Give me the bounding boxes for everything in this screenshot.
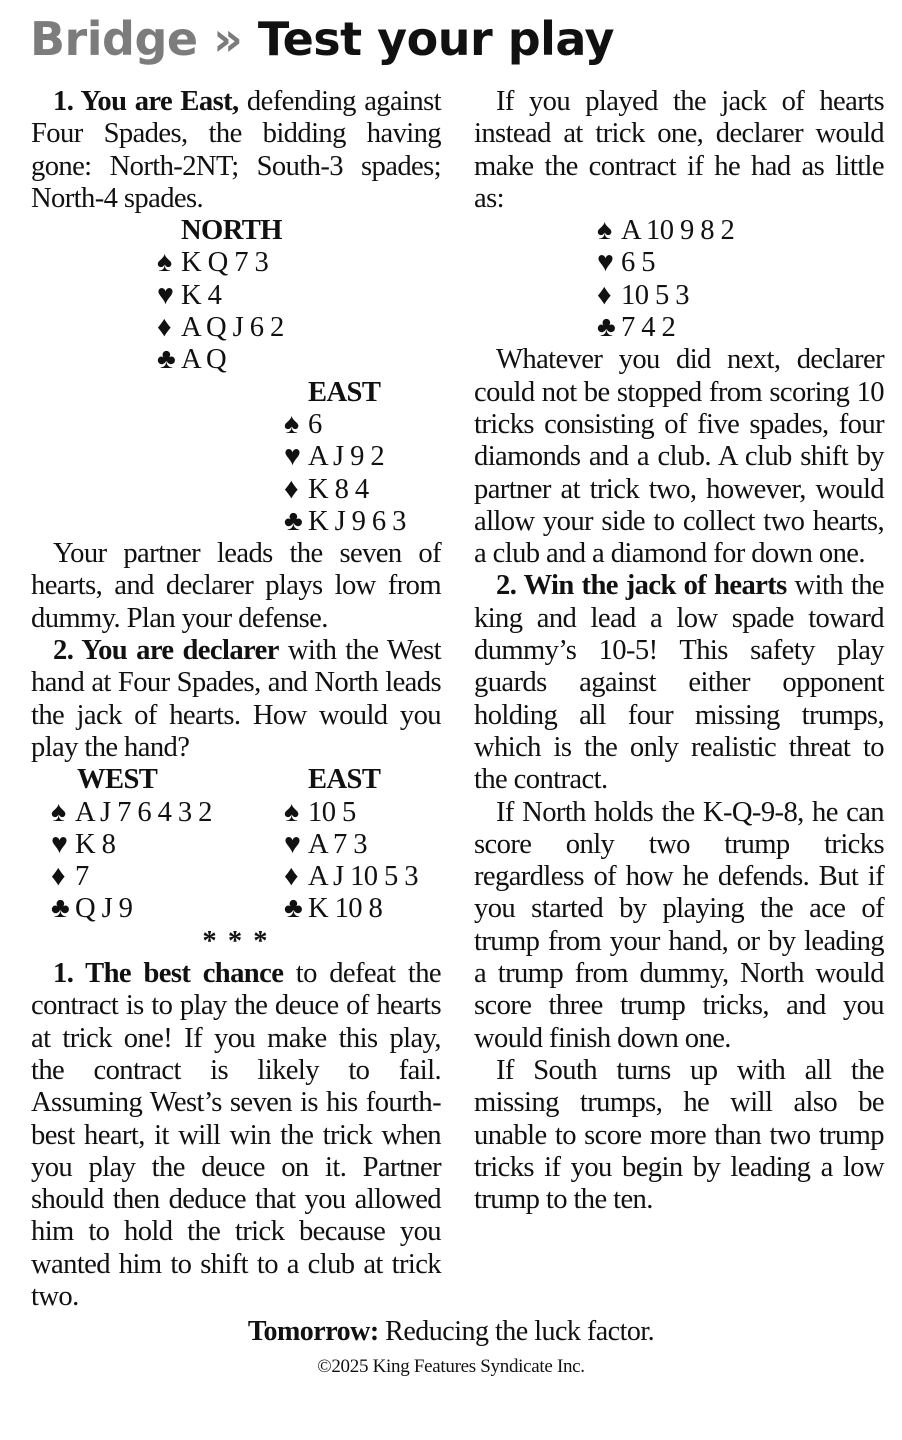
solution1-text: to defeat the contract is to play the deuce of hearts at trick one! If you make this play, the contract is likely to fail. Assuming West’s seven is his fourth-best heart, it will win the trick when you play the deuce on it. Partner should then deduce that you allowed him to hold the trick because you wanted him to shift to a club at trick two. (31, 958, 441, 1312)
section-kicker: Bridge » (30, 12, 243, 66)
west-hearts: ♥ K 8 (51, 828, 116, 860)
problem1-lead: 1. You are East, (53, 86, 239, 117)
solution2-para2: If North holds the K-Q-9-8, he can score only two trump tricks regardless of how he defends. But if you started by playing the ace of trump from your hand, or by leading a trump from dummy, North would score three trump tricks, and you would finish down one. (474, 796, 884, 1054)
west-diamonds: ♦ 7 (51, 861, 89, 893)
diamond-icon: ♦ (157, 312, 171, 344)
solution1-para2: If you played the jack of hearts instead at trick one, declarer would make the contract if he had as little as: (474, 86, 884, 214)
heart-icon: ♥ (597, 247, 614, 279)
club-icon: ♣ (597, 312, 616, 344)
tomorrow-teaser (0, 1316, 902, 1348)
headline (30, 14, 614, 65)
copyright: ©2025 King Features Syndicate Inc. (317, 1356, 585, 1377)
solution2-lead: 2. Win the jack of hearts (496, 570, 787, 602)
spade-icon: ♠ (284, 796, 299, 828)
right-column (474, 86, 884, 1216)
example-diamonds: ♦ 10 5 3 (597, 279, 689, 311)
dummy-east-clubs: ♣ K 10 8 (284, 893, 383, 925)
diamond-icon: ♦ (597, 279, 611, 311)
dummy-east-diamonds: ♦ A J 10 5 3 (284, 861, 418, 893)
spade-icon: ♠ (597, 215, 612, 247)
heart-icon: ♥ (157, 279, 174, 311)
problem2-lead: 2. You are declarer (53, 635, 279, 667)
solution2-intro (474, 570, 884, 796)
dummy-east-hand (284, 764, 418, 925)
problem2-hands (31, 764, 441, 925)
problem2-intro (31, 635, 441, 764)
east-diamonds: ♦ K 8 4 (284, 473, 369, 505)
east-spades: ♠ 6 (284, 408, 322, 440)
solution2-para3: If South turns up with all the missing trumps, he will also be unable to score more than two trump tricks if you begin by leading a low trump to the ten. (474, 1054, 884, 1216)
club-icon: ♣ (157, 344, 176, 376)
north-hearts: ♥ K 4 (157, 279, 222, 311)
example-spades: ♠ A 10 9 8 2 (597, 215, 735, 247)
west-clubs: ♣ Q J 9 (51, 893, 133, 925)
north-hand (31, 215, 441, 376)
tomorrow-label: Tomorrow: (247, 1316, 379, 1347)
section-separator: * * * (202, 925, 270, 957)
spade-icon: ♠ (51, 796, 66, 828)
solution1-lead: 1. The best chance (53, 958, 284, 990)
east-label: EAST (308, 376, 381, 408)
problem1-question: Your partner leads the seven of hearts, and declarer plays low from dummy. Plan your defense. (31, 538, 441, 634)
problem1-text: defending against Four Spades, the bidding having gone: North-2NT; South-3 spades; North-4 spades. (31, 86, 441, 214)
club-icon: ♣ (284, 505, 303, 537)
dummy-east-hearts: ♥ A 7 3 (284, 828, 367, 860)
spade-icon: ♠ (284, 408, 299, 440)
diamond-icon: ♦ (51, 861, 65, 893)
west-hand (31, 764, 284, 925)
heart-icon: ♥ (284, 441, 301, 473)
solution1-para3: Whatever you did next, declarer could not be stopped from scoring 10 tricks consisting of five spades, four diamonds and a club. A club shift by partner at trick two, however, would allow your side to collect two hearts, a club and a diamond for down one. (474, 344, 884, 570)
example-clubs: ♣ 7 4 2 (597, 312, 676, 344)
north-label: NORTH (181, 215, 282, 247)
spade-icon: ♠ (157, 247, 172, 279)
club-icon: ♣ (284, 893, 303, 925)
problem2-text: with the West hand at Four Spades, and North leads the jack of hearts. How would you play the hand? (31, 635, 441, 763)
tomorrow-text: Reducing the luck factor. (378, 1316, 655, 1347)
diamond-icon: ♦ (284, 861, 298, 893)
page-title: Test your play (257, 12, 615, 66)
example-hand (474, 215, 884, 344)
east-clubs: ♣ K J 9 6 3 (284, 505, 406, 537)
east-hand (31, 377, 441, 538)
dummy-east-label: EAST (308, 764, 381, 796)
west-label: WEST (77, 764, 158, 796)
north-clubs: ♣ A Q (157, 344, 227, 376)
north-diamonds: ♦ A Q J 6 2 (157, 312, 284, 344)
dummy-east-spades: ♠ 10 5 (284, 796, 356, 828)
problem1-intro (31, 86, 441, 215)
heart-icon: ♥ (51, 828, 68, 860)
example-hearts: ♥ 6 5 (597, 247, 655, 279)
diamond-icon: ♦ (284, 473, 298, 505)
east-hearts: ♥ A J 9 2 (284, 441, 385, 473)
left-column (31, 86, 441, 1313)
west-spades: ♠ A J 7 6 4 3 2 (51, 796, 212, 828)
heart-icon: ♥ (284, 828, 301, 860)
solution2-text: with the king and lead a low spade toward dummy’s 10-5! This safety play guards against either opponent holding all four missing trumps, which is the only realistic threat to the contract. (474, 570, 884, 796)
club-icon: ♣ (51, 893, 70, 925)
solution1-intro (31, 958, 441, 1313)
north-spades: ♠ K Q 7 3 (157, 247, 269, 279)
